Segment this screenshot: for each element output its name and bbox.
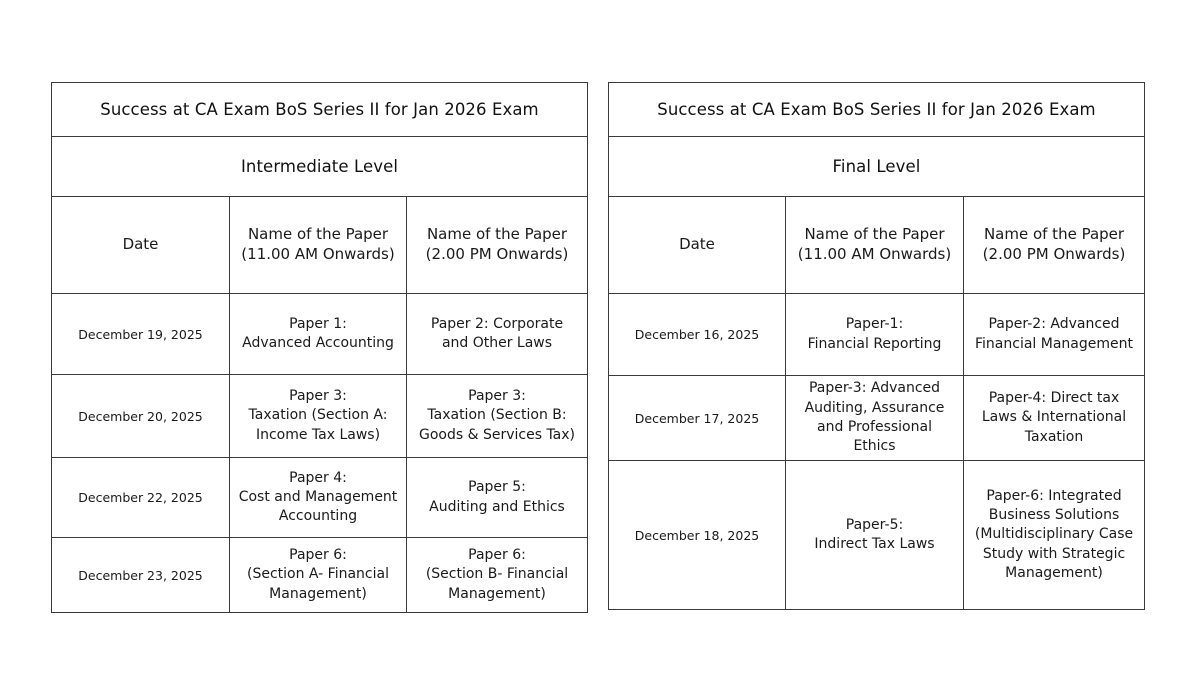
level-title: Final Level <box>609 137 1145 197</box>
column-header-afternoon-line2: (2.00 PM Onwards) <box>982 245 1126 263</box>
afternoon-paper-line: (Multidisciplinary Case <box>974 526 1134 543</box>
afternoon-paper <box>407 294 588 375</box>
afternoon-paper-line: Paper-6: Integrated <box>986 487 1122 504</box>
column-header-morning <box>230 197 407 294</box>
intermediate-level-schedule-table <box>51 82 588 613</box>
afternoon-paper-line: Paper 5: <box>468 479 526 496</box>
exam-date: December 20, 2025 <box>52 375 230 458</box>
afternoon-paper-line: Paper-4: Direct tax <box>988 390 1120 407</box>
afternoon-paper-line: (Section B- Financial <box>425 566 569 583</box>
morning-paper-line: Indirect Tax Laws <box>814 536 935 552</box>
morning-paper-line: Income Tax Laws) <box>255 426 381 443</box>
morning-paper <box>230 294 407 375</box>
afternoon-paper-line: Auditing and Ethics <box>429 498 565 515</box>
afternoon-paper <box>964 461 1145 610</box>
exam-date: December 18, 2025 <box>609 461 786 610</box>
afternoon-paper-line: Paper 6: <box>468 547 526 564</box>
afternoon-paper-line: Study with Strategic <box>982 545 1126 562</box>
morning-paper-line: Auditing, Assurance <box>804 399 945 416</box>
column-header-morning <box>786 197 964 294</box>
afternoon-paper-line: Paper 3: <box>468 388 526 405</box>
afternoon-paper-line: Paper 2: Corporate <box>430 315 564 332</box>
level-title: Intermediate Level <box>52 137 588 197</box>
banner-row <box>609 83 1145 137</box>
afternoon-paper-line: Taxation (Section B: <box>427 407 567 424</box>
column-header-date <box>609 197 786 294</box>
column-header-afternoon <box>407 197 588 294</box>
column-header-afternoon-line1: Name of the Paper <box>426 225 568 244</box>
afternoon-paper <box>407 375 588 458</box>
table-row <box>52 458 588 538</box>
afternoon-paper-line: and Other Laws <box>441 335 553 351</box>
column-header-date-line1: Date <box>122 235 159 254</box>
column-header-morning-line1: Name of the Paper <box>247 225 389 244</box>
morning-paper-line: and Professional Ethics <box>817 419 932 455</box>
final-level-schedule-table <box>608 82 1145 610</box>
banner-row <box>52 83 588 137</box>
afternoon-paper-line: Goods & Services Tax) <box>418 426 576 443</box>
afternoon-paper <box>407 538 588 613</box>
afternoon-paper-line: Financial Management <box>975 335 1133 352</box>
column-header-row <box>609 197 1145 294</box>
morning-paper-line: Paper-3: Advanced <box>808 380 941 397</box>
exam-date: December 19, 2025 <box>52 294 230 375</box>
morning-paper-line: Paper 1: <box>289 315 347 332</box>
exam-date: December 23, 2025 <box>52 538 230 613</box>
morning-paper-line: Advanced Accounting <box>242 335 394 351</box>
table-row <box>52 294 588 375</box>
afternoon-paper <box>964 376 1145 461</box>
column-header-afternoon-line1: Name of the Paper <box>983 225 1125 244</box>
table-row <box>609 294 1145 376</box>
column-header-row <box>52 197 588 294</box>
column-header-morning-line1: Name of the Paper <box>804 225 945 244</box>
series-title: Success at CA Exam BoS Series II for Jan 2026 Exam <box>52 83 588 137</box>
morning-paper-line: Paper 6: <box>289 547 347 564</box>
morning-paper <box>230 458 407 538</box>
table-row <box>609 376 1145 461</box>
morning-paper <box>230 538 407 613</box>
level-row <box>52 137 588 197</box>
morning-paper-line: Accounting <box>278 508 358 525</box>
morning-paper-line: Taxation (Section A: <box>248 407 388 424</box>
morning-paper-line: Cost and Management <box>238 488 398 505</box>
afternoon-paper-line: Taxation <box>1024 428 1084 445</box>
afternoon-paper-line: Paper-2: Advanced <box>988 316 1120 333</box>
exam-date: December 22, 2025 <box>52 458 230 538</box>
column-header-afternoon-line2: (2.00 PM Onwards) <box>425 245 569 263</box>
morning-paper-line: Financial Reporting <box>807 335 942 352</box>
morning-paper-line: Management) <box>269 585 367 602</box>
afternoon-paper <box>407 458 588 538</box>
morning-paper-line: Paper-1: <box>845 316 904 333</box>
table-row <box>52 538 588 613</box>
morning-paper-line: Paper 4: <box>289 469 347 486</box>
table-row <box>52 375 588 458</box>
morning-paper <box>786 294 964 376</box>
column-header-date-line1: Date <box>679 235 715 254</box>
column-header-afternoon <box>964 197 1145 294</box>
afternoon-paper-line: Laws & International <box>981 409 1127 426</box>
afternoon-paper-line: Business Solutions <box>988 507 1120 524</box>
morning-paper-line: Paper-5: <box>845 516 904 533</box>
morning-paper-line: Paper 3: <box>289 388 347 405</box>
column-header-morning-line2: (11.00 AM Onwards) <box>797 245 952 263</box>
column-header-morning-line2: (11.00 AM Onwards) <box>241 245 395 263</box>
afternoon-paper-line: Management) <box>1005 564 1103 581</box>
series-title: Success at CA Exam BoS Series II for Jan 2026 Exam <box>609 83 1145 137</box>
afternoon-paper <box>964 294 1145 376</box>
morning-paper <box>786 376 964 461</box>
afternoon-paper-line: Management) <box>448 585 546 602</box>
exam-date: December 17, 2025 <box>609 376 786 461</box>
exam-date: December 16, 2025 <box>609 294 786 376</box>
table-row <box>609 461 1145 610</box>
morning-paper <box>230 375 407 458</box>
level-row <box>609 137 1145 197</box>
morning-paper <box>786 461 964 610</box>
morning-paper-line: (Section A- Financial <box>246 566 389 583</box>
column-header-date <box>52 197 230 294</box>
